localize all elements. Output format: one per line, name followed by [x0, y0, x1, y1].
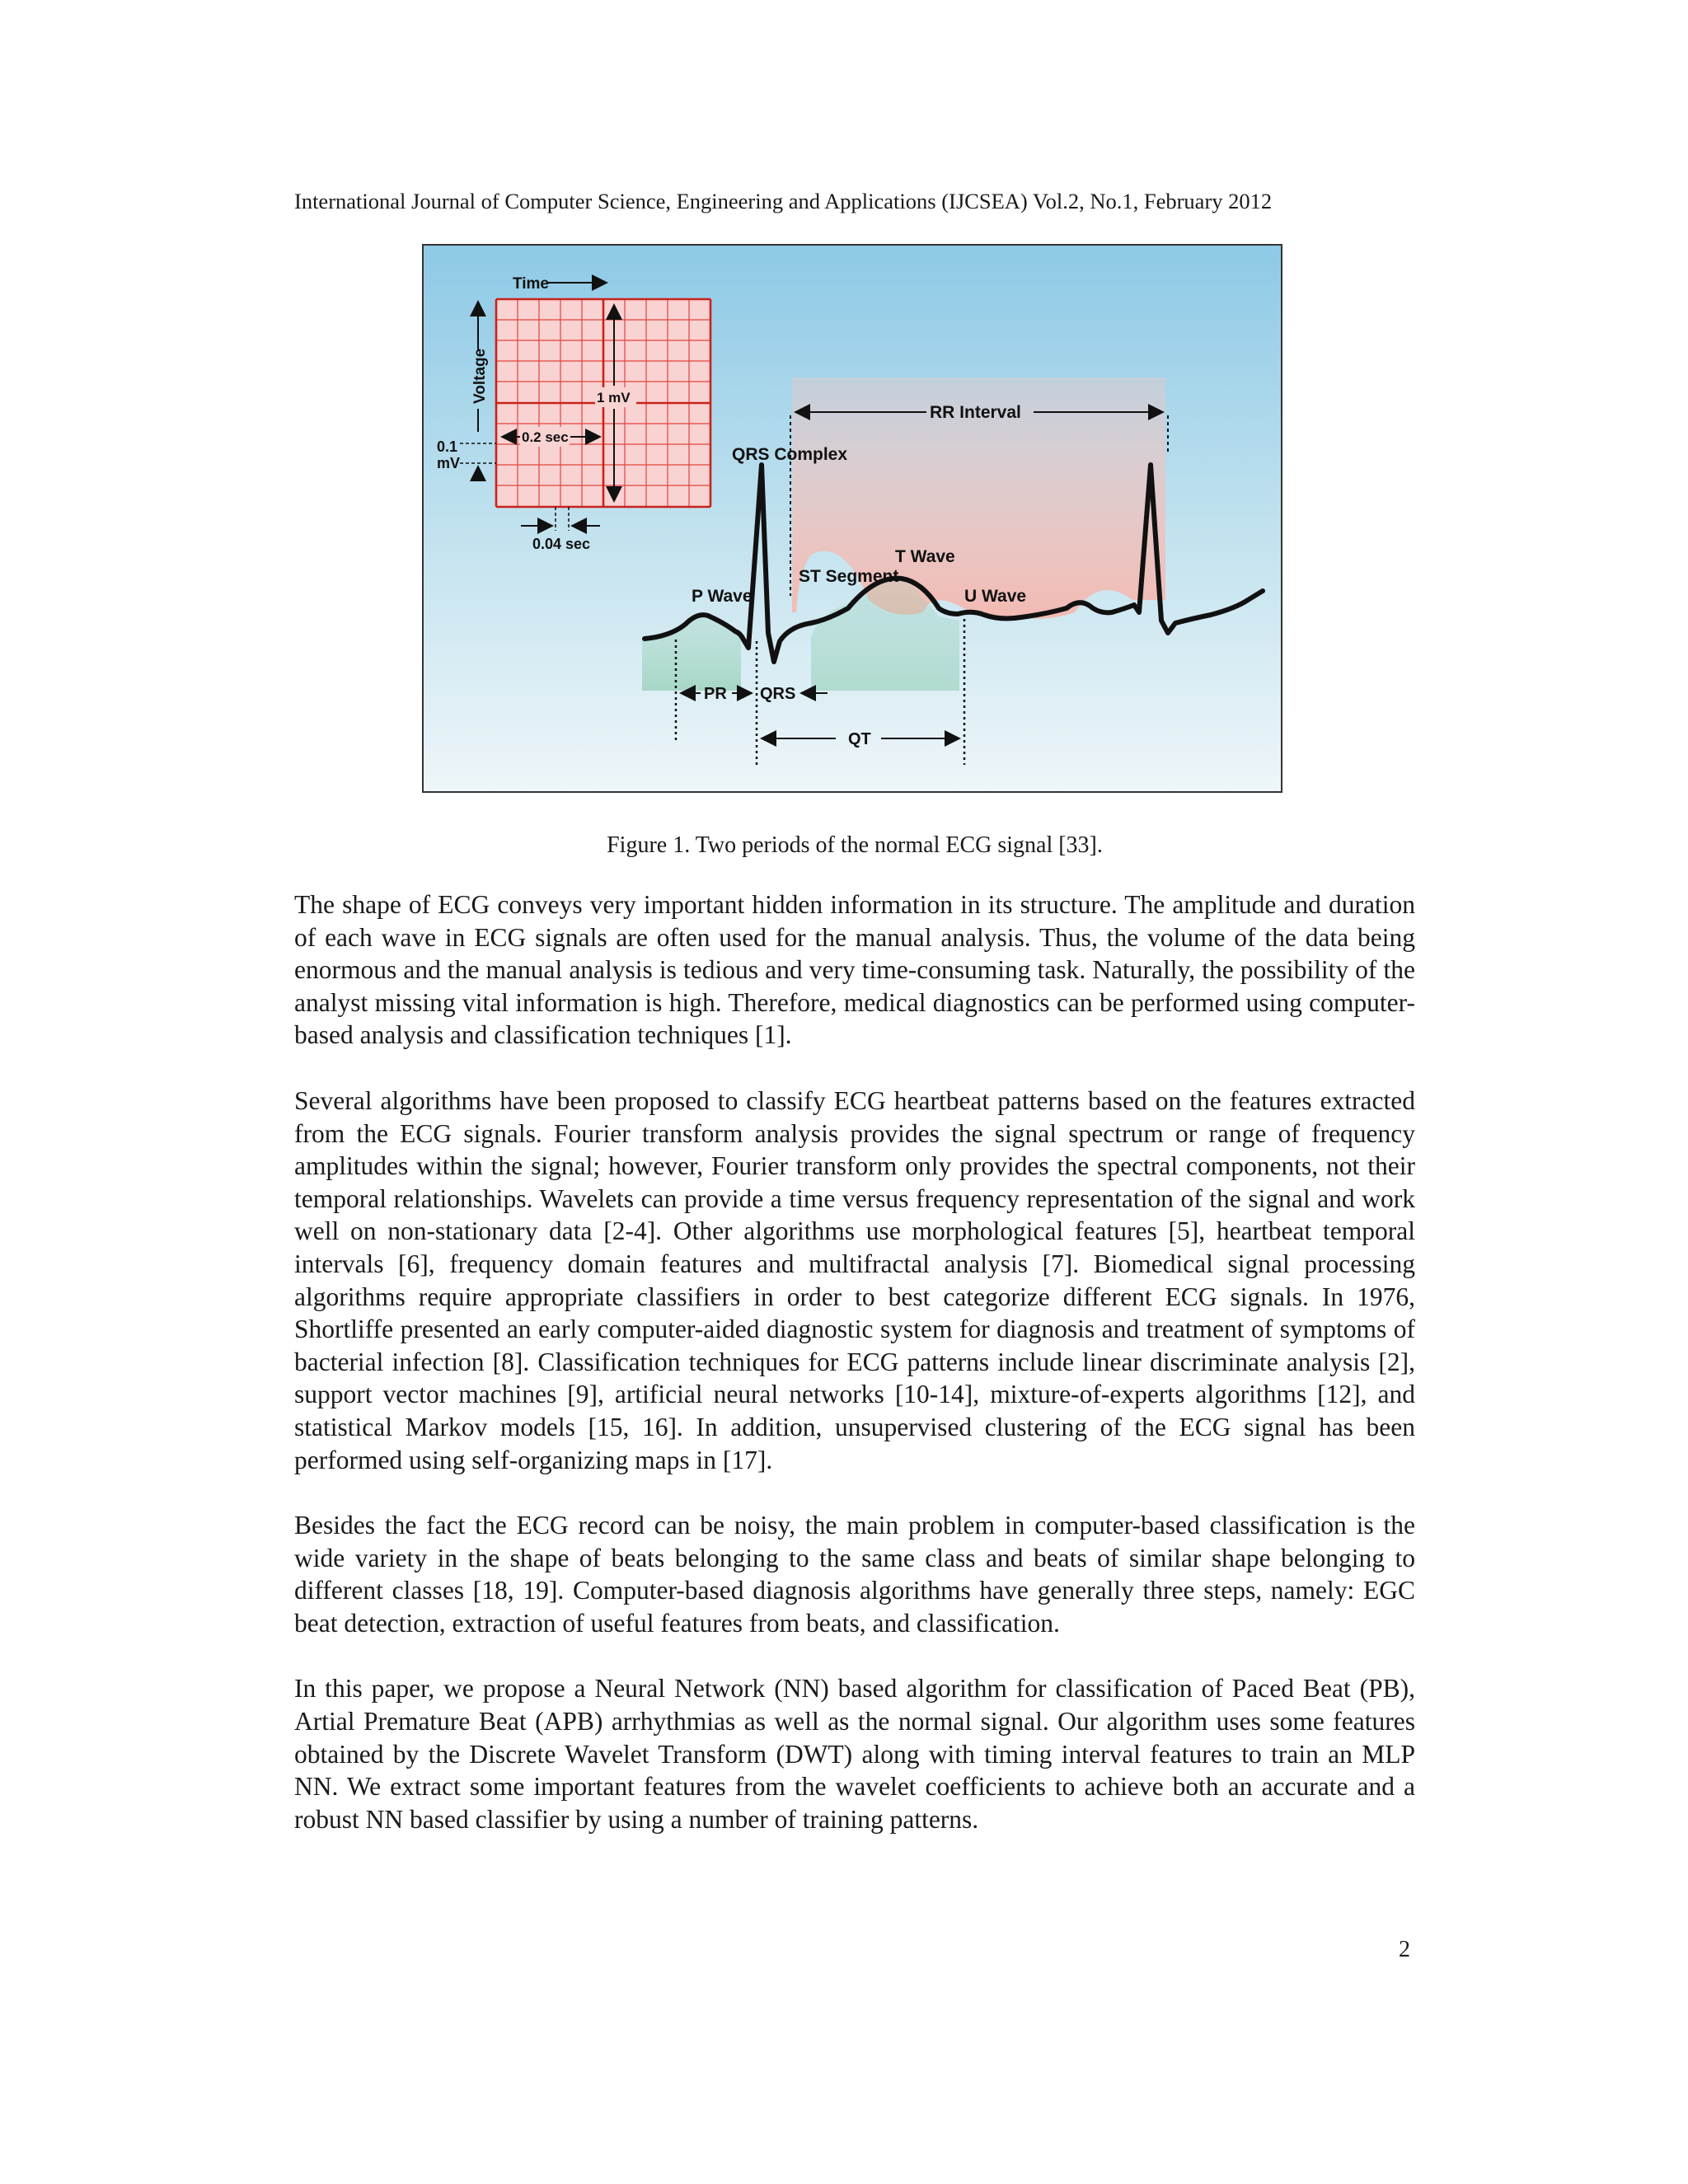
figure-caption: Figure 1. Two periods of the normal ECG signal [33].: [607, 832, 1103, 858]
paragraph: Several algorithms have been proposed to classify ECG heartbeat patterns based on the features extracted from the ECG signals. Fourier transform analysis provides the signal spectrum or range of frequency amplitudes within the signal; however, Fourier transform only provides the spectral components, not their temporal relationships. Wavelets can provide a time versus frequency representation of the signal and work well on non-stationary data [2-4]. Other algorithms use morphological features [5], heartbeat temporal intervals [6], frequency domain features and multifractal analysis [7]. Biomedical signal processing algorithms require appropriate classifiers in order to best categorize different ECG signals. In 1976, Shortliffe presented an early computer-aided diagnostic system for diagnosis and treatment of symptoms of bacterial infection [8]. Classification techniques for ECG patterns include linear discriminate analysis [2], support vector machines [9], artificial neural networks [10-14], mixture-of-experts algorithms [12], and statistical Markov models [15, 16]. In addition, unsupervised clustering of the ECG signal has been performed using self-organizing maps in [17].: [294, 1085, 1415, 1474]
point-one-mv-label-b: mV: [437, 455, 461, 471]
ecg-diagram: [424, 246, 1281, 791]
rr-interval-label: RR Interval: [930, 403, 1021, 422]
ecg-figure: [422, 244, 1282, 793]
u-wave-label: U Wave: [964, 587, 1027, 606]
st-segment-label: ST Segment: [799, 567, 899, 586]
one-mv-label: 1 mV: [597, 390, 631, 405]
t-wave-label: T Wave: [895, 547, 955, 566]
running-header: International Journal of Computer Science, Engineering and Applications (IJCSEA) Vol.2, No.1, February 2012: [294, 189, 1273, 213]
pr-label: PR: [704, 685, 727, 703]
paragraph: Besides the fact the ECG record can be noisy, the main problem in computer-based classification is the wide variety in the shape of beats belonging to the same class and beats of similar shape belonging to different classes [18, 19]. Computer-based diagnosis algorithms have generally three steps, namely: EGC beat detection, extraction of useful features from beats, and classification.: [294, 1511, 1415, 1638]
time-label: Time: [513, 275, 550, 293]
qt-label: QT: [848, 730, 871, 748]
qrs-complex-label: QRS Complex: [732, 445, 848, 464]
paragraph: In this paper, we propose a Neural Network (NN) based algorithm for classification of Paced Beat (PB), Artial Premature Beat (APB) arrhythmias as well as the normal signal. Our algorithm uses some features obtained by the Discrete Wavelet Transform (DWT) along with timing interval features to train an MLP NN. We extract some important features from the wavelet coefficients to achieve both an accurate and a robust NN based classifier by using a number of training patterns.: [294, 1674, 1415, 1834]
qrs-label: QRS: [760, 685, 796, 703]
page-number: 2: [1399, 1937, 1410, 1962]
p-wave-label: P Wave: [692, 587, 753, 606]
point-zero-four-sec-label: 0.04 sec: [532, 536, 591, 552]
point-two-sec-label: 0.2 sec: [522, 429, 569, 445]
paragraph: The shape of ECG conveys very important hidden information in its structure. The amplitude and duration of each wave in ECG signals are often used for the manual analysis. Thus, the volume of the data being enormous and the manual analysis is tedious and very time-consuming task. Naturally, the possibility of the analyst missing vital information is high. Therefore, medical diagnostics can be performed using computer-based analysis and classification techniques [1].: [294, 890, 1415, 1050]
point-one-mv-label-a: 0.1: [437, 438, 458, 455]
voltage-label: Voltage: [471, 348, 489, 404]
body-text: [294, 888, 1415, 1868]
